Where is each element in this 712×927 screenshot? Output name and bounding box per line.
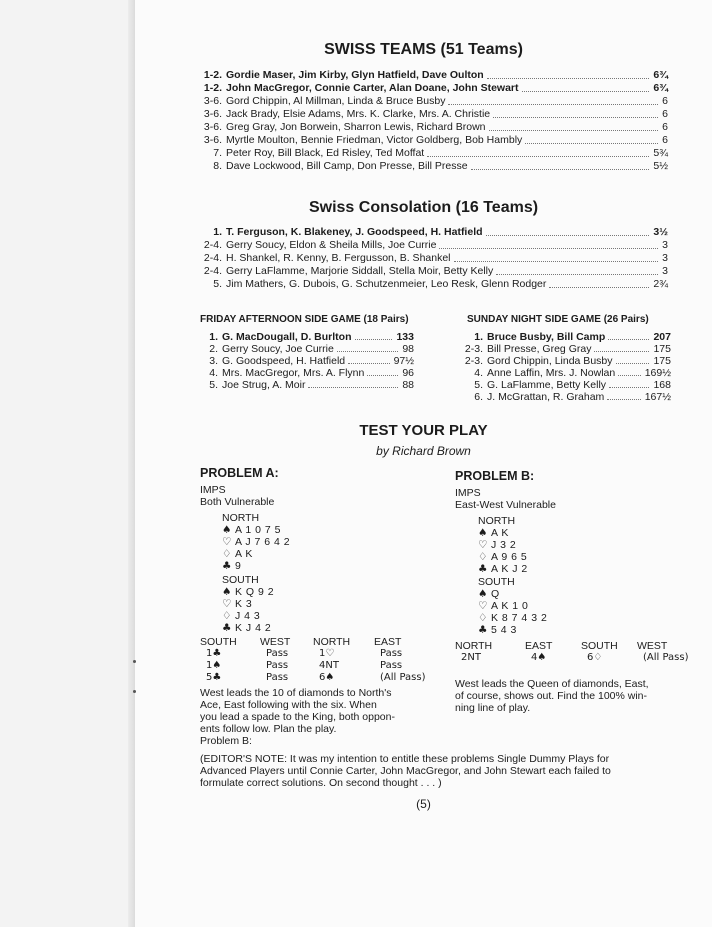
cards: A K J 2 (491, 563, 528, 575)
hand-suit-row (478, 588, 500, 600)
diamond-icon: ♢ (478, 612, 488, 624)
rank: 5. (213, 278, 222, 290)
swiss-teams-title: SWISS TEAMS (51 Teams) (324, 41, 523, 58)
problem-a-title: PROBLEM A: (200, 466, 279, 480)
hand-suit-row (478, 612, 547, 624)
team-names: Gerry LaFlamme, Marjorie Siddall, Stella Moir, Betty Kelly (226, 265, 494, 277)
cards: A K 1 0 (491, 600, 529, 612)
friday-game-title: FRIDAY AFTERNOON SIDE GAME (18 Pairs) (200, 314, 409, 325)
cards: A 9 6 5 (491, 551, 528, 563)
editor-note-line: (EDITOR'S NOTE: It was my intention to entitle these problems Single Dummy Plays for (200, 753, 610, 765)
rank: 2-4. (203, 252, 222, 264)
rank: 2-4. (203, 265, 222, 277)
team-result-row (198, 95, 668, 108)
cards: A 1 0 7 5 (235, 524, 281, 536)
heart-icon: ♡ (478, 600, 488, 612)
club-icon: ♣ (478, 563, 488, 575)
rank: 2. (209, 343, 218, 355)
dot-leader (427, 156, 649, 157)
problem-a-north-label: NORTH (222, 512, 260, 524)
problem-a-vulnerability: Both Vulnerable (200, 496, 275, 508)
team-names: Gerry Soucy, Joe Currie (222, 343, 334, 355)
dot-leader (486, 235, 649, 236)
rank: 3-6. (203, 121, 222, 133)
dot-leader (337, 351, 398, 352)
team-names: John MacGregor, Connie Carter, Alan Doane, John Stewart (226, 82, 519, 94)
hand-suit-row (478, 527, 509, 539)
problem-a-scoring: IMPS (200, 484, 226, 496)
scan-mark (133, 690, 136, 693)
team-names: Gord Chippin, Al Millman, Linda & Bruce Busby (226, 95, 446, 107)
problem-b-title: PROBLEM B: (455, 469, 535, 483)
rank: 1. (474, 331, 483, 343)
dot-leader (493, 117, 658, 118)
problem-text-line: ning line of play. (455, 702, 531, 714)
score: 133 (396, 331, 414, 343)
team-names: T. Ferguson, K. Blakeney, J. Goodspeed, H. Hatfield (226, 226, 483, 238)
diamond-icon: ♢ (222, 548, 232, 560)
problem-text-line: West leads the Queen of diamonds, East, (455, 678, 649, 690)
team-names: Bill Presse, Greg Gray (487, 343, 592, 355)
auction-header-west: WEST (637, 640, 668, 652)
hand-suit-row (222, 560, 241, 572)
problem-text-line: you lead a spade to the King, both oppon- (200, 711, 395, 723)
dot-leader (348, 363, 390, 364)
cards: K Q 9 2 (235, 586, 275, 598)
dot-leader (525, 143, 658, 144)
rank: 3. (209, 355, 218, 367)
cards: A K (235, 548, 253, 560)
auction-bid: 1♡ (319, 648, 335, 659)
team-result-row (198, 252, 668, 265)
rank: 6. (474, 391, 483, 403)
problem-b-south-label: SOUTH (478, 576, 515, 588)
cards: K J 4 2 (235, 622, 272, 634)
team-names: Jack Brady, Elsie Adams, Mrs. K. Clarke, Mrs. A. Christie (226, 108, 491, 120)
dot-leader (616, 363, 649, 364)
team-names: G. MacDougall, D. Burlton (222, 331, 352, 343)
score: 6 (662, 134, 668, 146)
team-names: Greg Gray, Jon Borwein, Sharron Lewis, Richard Brown (226, 121, 486, 133)
score: 6 (662, 95, 668, 107)
auction-bid: 5♣ (206, 672, 222, 683)
hand-suit-row (222, 622, 271, 634)
score: 98 (402, 343, 414, 355)
test-your-play-title: TEST YOUR PLAY (359, 422, 488, 439)
auction-bid: Pass (380, 648, 403, 659)
team-names: Myrtle Moulton, Bennie Friedman, Victor Goldberg, Bob Hambly (226, 134, 523, 146)
auction-header-south: SOUTH (200, 636, 237, 648)
auction-bid: 2NT (461, 652, 481, 663)
score: 5¾ (653, 147, 668, 159)
rank: 8. (213, 160, 222, 172)
auction-bid: Pass (266, 660, 289, 671)
team-names: Gerry Soucy, Eldon & Sheila Mills, Joe Currie (226, 239, 437, 251)
hand-suit-row (478, 600, 528, 612)
rank: 2-4. (203, 239, 222, 251)
hand-suit-row (478, 624, 517, 636)
score: 175 (653, 343, 671, 355)
team-names: J. McGrattan, R. Graham (487, 391, 605, 403)
club-icon: ♣ (478, 624, 488, 636)
dot-leader (454, 261, 658, 262)
club-icon: ♣ (222, 622, 232, 634)
rank: 4. (474, 367, 483, 379)
dot-leader (522, 91, 649, 92)
dot-leader (594, 351, 649, 352)
cards: A K (491, 527, 509, 539)
dot-leader (308, 387, 398, 388)
problem-a-south-label: SOUTH (222, 574, 259, 586)
problem-b-scoring: IMPS (455, 487, 481, 499)
team-result-row (198, 82, 668, 95)
dot-leader (439, 248, 658, 249)
score: 167½ (644, 391, 671, 403)
spade-icon: ♠ (478, 527, 488, 539)
rank: 3-6. (203, 95, 222, 107)
rank: 1. (213, 226, 222, 238)
problem-text-line: West leads the 10 of diamonds to North's (200, 687, 392, 699)
dot-leader (496, 274, 658, 275)
dot-leader (607, 399, 641, 400)
problem-b-vulnerability: East-West Vulnerable (455, 499, 556, 511)
editor-note-line: formulate correct solutions. On second thought . . . ) (200, 777, 442, 789)
diamond-icon: ♢ (478, 551, 488, 563)
rank: 2-3. (464, 343, 483, 355)
hand-suit-row (478, 539, 516, 551)
auction-header-north: NORTH (455, 640, 493, 652)
hand-suit-row (478, 563, 528, 575)
spade-icon: ♠ (478, 588, 488, 600)
scan-background (0, 0, 135, 927)
hand-suit-row (478, 551, 527, 563)
cards: 9 (235, 560, 242, 572)
cards: A J 7 6 4 2 (235, 536, 291, 548)
rank: 5. (474, 379, 483, 391)
team-result-row (198, 265, 668, 278)
team-result-row (198, 239, 668, 252)
team-names: G. Goodspeed, H. Hatfield (222, 355, 346, 367)
heart-icon: ♡ (222, 536, 232, 548)
team-names: Joe Strug, A. Moir (222, 379, 306, 391)
score: 3½ (653, 226, 668, 238)
rank: 2-3. (464, 355, 483, 367)
score: 97½ (393, 355, 414, 367)
problem-b-north-label: NORTH (478, 515, 516, 527)
score: 169½ (644, 367, 671, 379)
auction-bid: Pass (380, 660, 403, 671)
hand-suit-row (222, 598, 252, 610)
byline: by Richard Brown (376, 444, 471, 458)
heart-icon: ♡ (478, 539, 488, 551)
auction-bid: 1♣ (206, 648, 222, 659)
auction-header-east: EAST (525, 640, 553, 652)
team-names: H. Shankel, R. Kenny, B. Fergusson, B. Shankel (226, 252, 451, 264)
pair-result-row (455, 391, 671, 404)
rank: 1-2. (203, 69, 222, 81)
hand-suit-row (222, 586, 274, 598)
dot-leader (471, 169, 649, 170)
dot-leader (448, 104, 658, 105)
team-result-row (198, 160, 668, 173)
score: 6 (662, 108, 668, 120)
auction-header-east: EAST (374, 636, 402, 648)
team-names: Peter Roy, Bill Black, Ed Risley, Ted Moffat (226, 147, 425, 159)
team-names: Gord Chippin, Linda Busby (487, 355, 613, 367)
auction-bid: (All Pass) (643, 652, 689, 663)
team-names: Anne Laffin, Mrs. J. Nowlan (487, 367, 616, 379)
auction-bid: 4NT (319, 660, 339, 671)
auction-bid: 6♢ (587, 652, 603, 663)
team-names: Mrs. MacGregor, Mrs. A. Flynn (222, 367, 365, 379)
problem-text-line: of course, shows out. Find the 100% win- (455, 690, 648, 702)
club-icon: ♣ (222, 560, 232, 572)
dot-leader (549, 287, 649, 288)
sunday-game-title: SUNDAY NIGHT SIDE GAME (26 Pairs) (467, 314, 649, 325)
score: 96 (402, 367, 414, 379)
score: 5½ (653, 160, 668, 172)
cards: 5 4 3 (491, 624, 517, 636)
dot-leader (367, 375, 398, 376)
hand-suit-row (222, 610, 260, 622)
dot-leader (608, 339, 649, 340)
score: 6¾ (653, 82, 668, 94)
dot-leader (487, 78, 649, 79)
problem-text-line: ents follow low. Plan the play. (200, 723, 337, 735)
auction-bid: 4♠ (531, 652, 547, 663)
auction-bid: 6♠ (319, 672, 335, 683)
team-result-row (198, 134, 668, 147)
score: 175 (653, 355, 671, 367)
team-names: Bruce Busby, Bill Camp (487, 331, 606, 343)
score: 88 (402, 379, 414, 391)
auction-bid: 1♠ (206, 660, 222, 671)
rank: 7. (213, 147, 222, 159)
rank: 1-2. (203, 82, 222, 94)
dot-leader (489, 130, 658, 131)
hand-suit-row (222, 536, 290, 548)
cards: Q (491, 588, 500, 600)
auction-bid: Pass (266, 672, 289, 683)
score: 6¾ (653, 69, 668, 81)
team-result-row (198, 108, 668, 121)
team-names: Dave Lockwood, Bill Camp, Don Presse, Bill Presse (226, 160, 468, 172)
spade-icon: ♠ (222, 524, 232, 536)
cards: K 3 (235, 598, 253, 610)
team-names: G. LaFlamme, Betty Kelly (487, 379, 607, 391)
cards: K 8 7 4 3 2 (491, 612, 548, 624)
rank: 1. (209, 331, 218, 343)
auction-bid: (All Pass) (380, 672, 426, 683)
score: 3 (662, 252, 668, 264)
team-result-row (198, 226, 668, 239)
rank: 3-6. (203, 108, 222, 120)
team-result-row (198, 147, 668, 160)
problem-text-line: Ace, East following with the six. When (200, 699, 377, 711)
score: 207 (653, 331, 671, 343)
rank: 3-6. (203, 134, 222, 146)
hand-suit-row (222, 548, 253, 560)
team-names: Gordie Maser, Jim Kirby, Glyn Hatfield, Dave Oulton (226, 69, 484, 81)
auction-header-west: WEST (260, 636, 291, 648)
score: 3 (662, 265, 668, 277)
editor-note-line: Advanced Players until Connie Carter, John MacGregor, and John Stewart each failed to (200, 765, 611, 777)
team-result-row (198, 121, 668, 134)
team-names: Jim Mathers, G. Dubois, G. Schutzenmeier, Leo Resk, Glenn Rodger (226, 278, 547, 290)
score: 2¾ (653, 278, 668, 290)
team-result-row (198, 278, 668, 291)
dot-leader (618, 375, 641, 376)
rank: 5. (209, 379, 218, 391)
diamond-icon: ♢ (222, 610, 232, 622)
cards: J 4 3 (235, 610, 261, 622)
score: 3 (662, 239, 668, 251)
auction-header-south: SOUTH (581, 640, 618, 652)
dot-leader (355, 339, 392, 340)
page-number: (5) (416, 797, 431, 811)
pair-result-row (198, 379, 414, 392)
dot-leader (609, 387, 649, 388)
scan-mark (133, 660, 136, 663)
auction-header-north: NORTH (313, 636, 351, 648)
hand-suit-row (222, 524, 281, 536)
score: 6 (662, 121, 668, 133)
swiss-consolation-title: Swiss Consolation (16 Teams) (308, 199, 539, 216)
auction-bid: Pass (266, 648, 289, 659)
spade-icon: ♠ (222, 586, 232, 598)
score: 168 (653, 379, 671, 391)
problem-text-line: Problem B: (200, 735, 252, 747)
rank: 4. (209, 367, 218, 379)
cards: J 3 2 (491, 539, 517, 551)
heart-icon: ♡ (222, 598, 232, 610)
team-result-row (198, 69, 668, 82)
